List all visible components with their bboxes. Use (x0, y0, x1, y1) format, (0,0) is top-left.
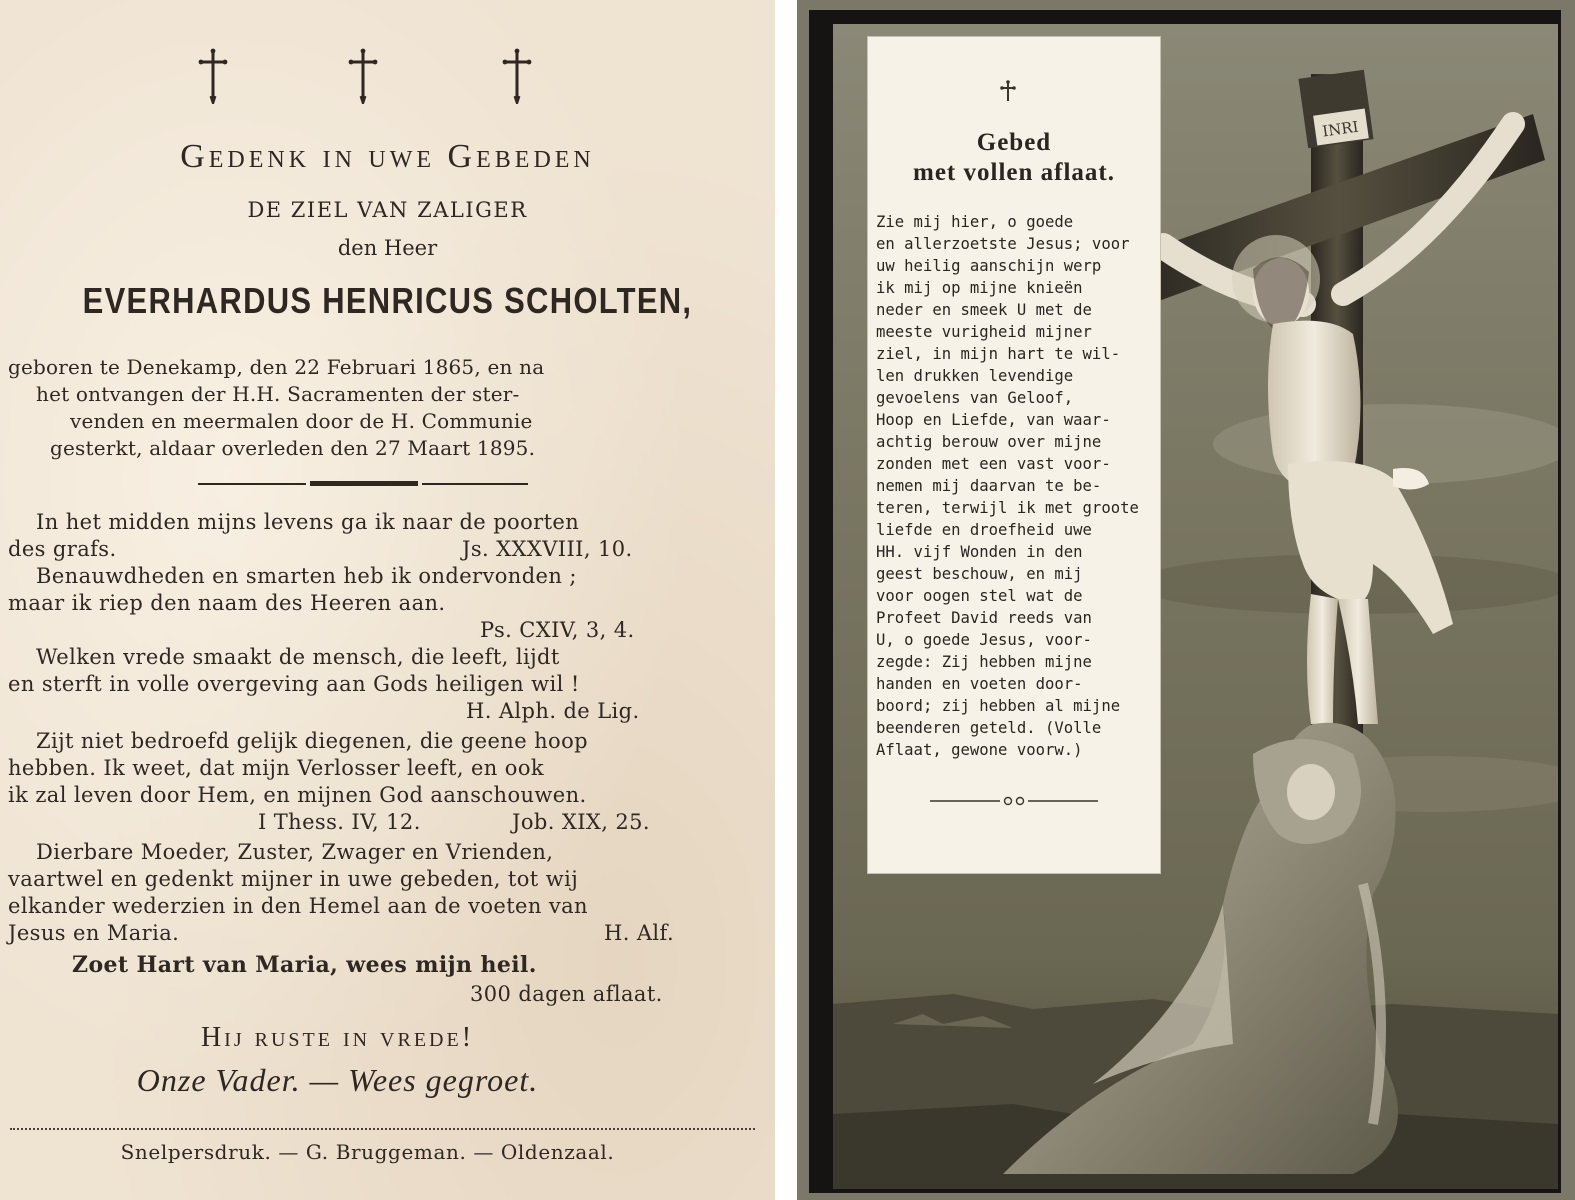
quote-reference: H. Alf. (604, 921, 675, 945)
prayer-line: HH. vijf Wonden in den (876, 543, 1083, 561)
fleur-cross-icon (998, 79, 1018, 103)
quote-line: vaartwel en gedenkt mijner in uwe gebeden, tot wij (8, 867, 579, 891)
ornament-divider (930, 795, 1098, 807)
card-subheading: DE ZIEL VAN ZALIGER (247, 198, 528, 222)
quote-line: Jesus en Maria. (8, 921, 180, 945)
divider-left (198, 483, 306, 485)
cross-icon (500, 48, 534, 104)
quote-line: In het midden mijns levens ga ik naar de poorten (36, 510, 580, 534)
bio-line: venden en meermalen door de H. Communie (70, 409, 533, 433)
prayer-line: meeste vurigheid mijner (876, 323, 1092, 341)
prayer-line: zonden met een vast voor- (876, 455, 1111, 473)
printer-credit: Snelpersdruk. — G. Bruggeman. — Oldenzaal. (120, 1140, 615, 1164)
prayer-line: boord; zij hebben al mijne (876, 697, 1121, 715)
card-heading: Gedenk in uwe Gebeden (180, 138, 595, 175)
cross-icon (346, 48, 380, 104)
bio-line: het ontvangen der H.H. Sacramenten der ster- (36, 382, 520, 406)
prayer-line: handen en voeten door- (876, 675, 1083, 693)
prayer-line: U, o goede Jesus, voor- (876, 631, 1092, 649)
scan-gap (775, 0, 797, 1200)
memorial-card-back (797, 0, 1575, 1200)
quote-line: Benauwdheden en smarten heb ik ondervonden ; (36, 564, 577, 588)
prayer-line: neder en smeek U met de (876, 301, 1092, 319)
quote-line: en sterft in volle overgeving aan Gods heiligen wil ! (8, 672, 580, 696)
black-frame (809, 10, 1561, 1193)
rest-in-peace: Hij ruste in vrede! (200, 1022, 475, 1053)
prayer-line: len drukken levendige (876, 367, 1074, 385)
prayers-line: Onze Vader. — Wees gegroet. (136, 1062, 539, 1098)
dotted-rule (10, 1128, 755, 1130)
prayer-line: ik mij op mijne knieën (876, 279, 1083, 297)
prayer-line: Profeet David reeds van (876, 609, 1092, 627)
prayer-panel (867, 36, 1161, 874)
quote-line: ik zal leven door Hem, en mijnen God aanschouwen. (8, 783, 587, 807)
prayer-line: voor oogen stel wat de (876, 587, 1083, 605)
prayer-line: gevoelens van Geloof, (876, 389, 1074, 407)
prayer-line: ziel, in mijn hart te wil- (876, 345, 1121, 363)
prayer-line: zegde: Zij hebben mijne (876, 653, 1092, 671)
prayer-line: achtig berouw over mijne (876, 433, 1102, 451)
quote-reference: I Thess. IV, 12. (258, 810, 421, 834)
divider-center (310, 481, 418, 486)
quote-line: Welken vrede smaakt de mensch, die leeft, lijdt (36, 645, 560, 669)
prayer-line: liefde en droefheid uwe (876, 521, 1092, 539)
prayer-line: Aflaat, gewone voorw.) (876, 741, 1083, 759)
quote-line: hebben. Ik weet, dat mijn Verlosser leeft, en ook (8, 756, 545, 780)
memorial-card-front (0, 0, 775, 1200)
zoet-hart-line: Zoet Hart van Maria, wees mijn heil. (72, 952, 537, 978)
quote-line: maar ik riep den naam des Heeren aan. (8, 591, 446, 615)
prayer-line: uw heilig aanschijn werp (876, 257, 1102, 275)
quote-reference: H. Alph. de Lig. (466, 699, 640, 723)
bio-line: geboren te Denekamp, den 22 Februari 1865, en na (8, 355, 545, 379)
prayer-line: geest beschouw, en mij (876, 565, 1083, 583)
cross-icon (196, 48, 230, 104)
prayer-line: en allerzoetste Jesus; voor (876, 235, 1130, 253)
prayer-line: Hoop en Liefde, van waar- (876, 411, 1111, 429)
deceased-name: EVERHARDUS HENRICUS SCHOLTEN, (82, 280, 693, 321)
quote-reference: Ps. CXIV, 3, 4. (480, 618, 635, 642)
titulus-text: INRI (1321, 117, 1360, 141)
quote-reference: Js. XXXVIII, 10. (462, 537, 633, 561)
prayer-line: beenderen geteld. (Volle (876, 719, 1102, 737)
quote-line: des grafs. (8, 537, 117, 561)
quote-reference: Job. XIX, 25. (512, 810, 650, 834)
divider-right (422, 483, 528, 485)
quote-line: elkander wederzien in den Hemel aan de voeten van (8, 894, 588, 918)
prayer-line: nemen mij daarvan te be- (876, 477, 1102, 495)
indulgence-line: 300 dagen aflaat. (470, 982, 663, 1006)
prayer-line: Zie mij hier, o goede (876, 213, 1074, 231)
prayer-title: Gebed (976, 129, 1052, 156)
prayer-subtitle: met vollen aflaat. (913, 159, 1115, 186)
title-den-heer: den Heer (337, 236, 438, 260)
prayer-line: teren, terwijl ik met groote (876, 499, 1139, 517)
crucifixion-image (833, 24, 1558, 1189)
quote-line: Zijt niet bedroefd gelijk diegenen, die geene hoop (36, 729, 588, 753)
bio-line: gesterkt, aldaar overleden den 27 Maart 1895. (50, 436, 536, 460)
quote-line: Dierbare Moeder, Zuster, Zwager en Vrienden, (36, 840, 554, 864)
crosses-row (0, 48, 775, 108)
